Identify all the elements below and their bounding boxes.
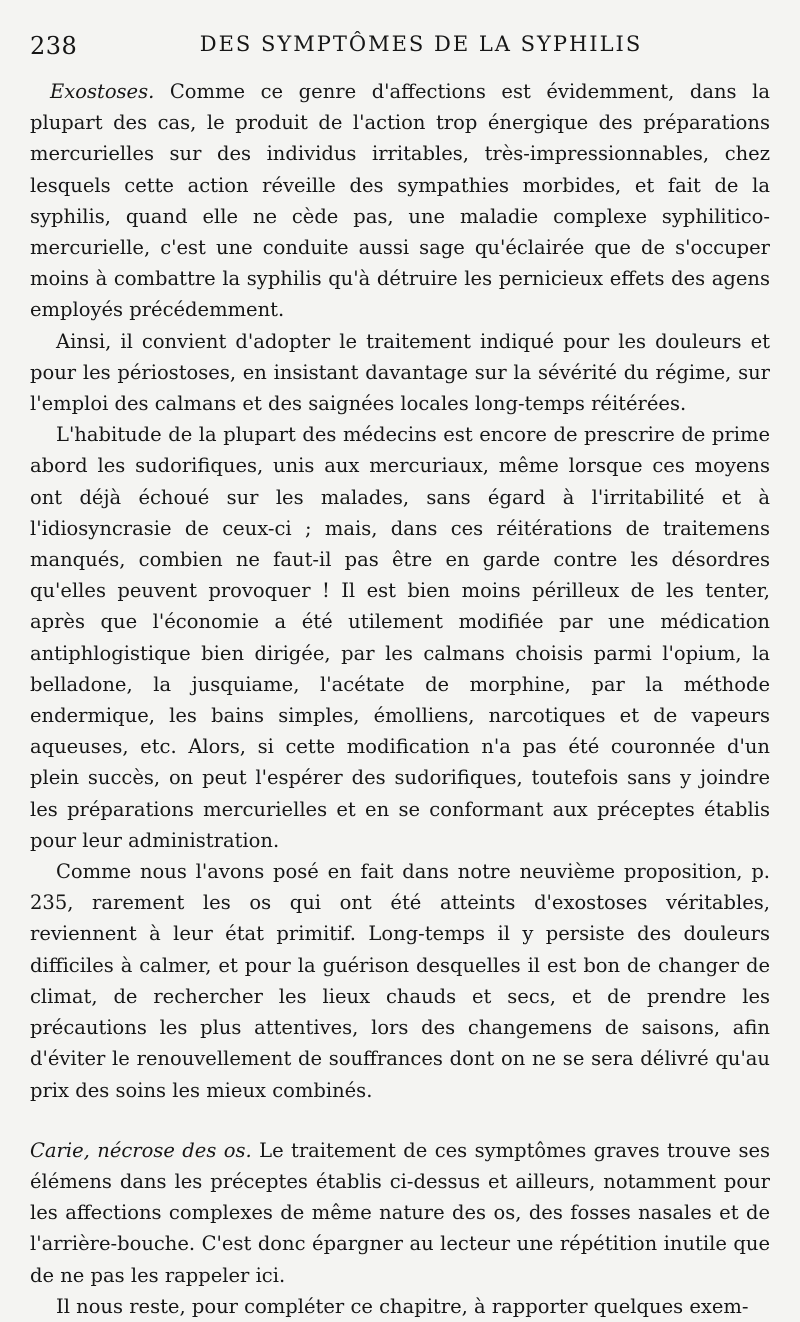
paragraph-text: Il nous reste, pour compléter ce chapitre, à rapporter quelques exem- (56, 1294, 749, 1318)
section-spacer (30, 1106, 770, 1135)
section-heading-exostoses: Exostoses. (50, 80, 155, 103)
paragraph-exostoses (30, 76, 770, 326)
paragraph-last (30, 1291, 770, 1322)
paragraph (30, 326, 770, 420)
paragraph-text: Le traitement de ces symptômes graves trouve ses élémens dans les préceptes établis ci-dessus et ailleurs, notamment pour les affections complexes de même nature des os, des fosses nasales et de l'arrière-bouche. C'est donc épargner au lecteur une répétition inutile que de ne pas les rappeler ici. (30, 1138, 771, 1287)
section-heading-carie: Carie, nécrose des os. (30, 1138, 252, 1162)
body-text (30, 76, 770, 1322)
paragraph (30, 856, 770, 1106)
paragraph-text: L'habitude de la plupart des médecins est encore de prescrire de prime abord les sudorifiques, unis aux mercuriaux, même lorsque ces moyens ont déjà échoué sur les malades, sans égard à l'irritabilité et à l'idiosyncrasie de ceux-ci ; mais, dans ces réitérations de traitemens manqués, combien ne faut-il pas être en garde contre les désordres qu'elles peuvent provoquer ! Il est bien moins périlleux de les tenter, après que l'économie a été utilement modifiée par une médication antiphlogistique bien dirigée, par les calmans choisis parmi l'opium, la belladone, la jusquiame, l'acétate de morphine, par la méthode endermique, les bains simples, émolliens, narcotiques et de vapeurs aqueuses, etc. Alors, si cette modification n'a pas été couronnée d'un plein succès, on peut l'espérer des sudorifiques, toutefois sans y joindre les préparations mercurielles et en se conformant aux préceptes établis pour leur administration. (30, 423, 770, 852)
paragraph (30, 419, 770, 856)
page-number: 238 (30, 32, 78, 60)
paragraph-text: Comme nous l'avons posé en fait dans notre neuvième proposition, p. 235, rarement les os qui ont été atteints d'exostoses véritables, reviennent à leur état primitif. Long-temps il y persiste des douleurs difficiles à calmer, et pour la guérison desquelles il est bon de changer de climat, de rechercher les lieux chauds et secs, et de prendre les précautions les plus attentives, lors des changemens de saisons, afin d'éviter le renouvellement de souffrances dont on ne se sera délivré qu'au prix des soins les mieux combinés. (30, 860, 770, 1102)
paragraph-carie (30, 1135, 770, 1291)
running-title: DES SYMPTÔMES DE LA SYPHILIS (199, 32, 643, 56)
paragraph-text: Ainsi, il convient d'adopter le traitement indiqué pour les douleurs et pour les périostoses, en insistant davantage sur la sévérité du régime, sur l'emploi des calmans et des saignées locales long-temps réitérées. (30, 329, 770, 416)
paragraph-text: Comme ce genre d'affections est évidemment, dans la plupart des cas, le produit de l'action trop énergique des préparations mercurielles sur des individus irritables, très-impressionnables, chez lesquels cette action réveille des sympathies morbides, et fait de la syphilis, quand elle ne cède pas, une maladie complexe syphilitico-mercurielle, c'est une conduite aussi sage qu'éclairée que de s'occuper moins à combattre la syphilis qu'à détruire les pernicieux effets des agens employés précédemment. (30, 80, 770, 322)
page-header (30, 26, 770, 62)
